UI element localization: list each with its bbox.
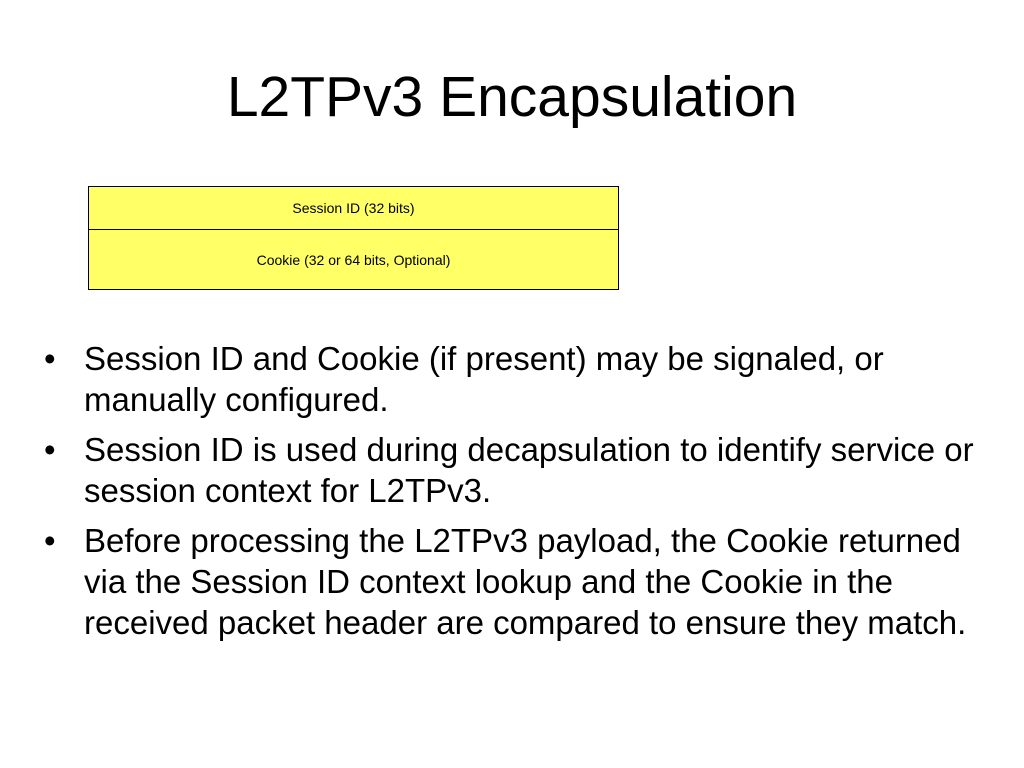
- bullet-list: [44, 338, 984, 652]
- bullet-item: [44, 429, 984, 511]
- slide-title: L2TPv3 Encapsulation: [226, 65, 798, 129]
- bullet-text: Session ID is used during decapsulation to identify service or session context for L2TPv3.: [84, 431, 974, 509]
- l2tpv3-header-diagram: [88, 186, 619, 290]
- bullet-icon: •: [44, 340, 56, 377]
- bullet-text: Before processing the L2TPv3 payload, the Cookie returned via the Session ID context lookup and the Cookie in the received packet header are compared to ensure they match.: [84, 522, 967, 641]
- session-id-field: Session ID (32 bits): [89, 187, 618, 230]
- bullet-icon: •: [44, 431, 56, 468]
- bullet-item: [44, 520, 984, 643]
- bullet-text: Session ID and Cookie (if present) may be signaled, or manually configured.: [84, 340, 884, 418]
- cookie-field: Cookie (32 or 64 bits, Optional): [256, 251, 451, 268]
- bullet-item: [44, 338, 984, 420]
- bullet-icon: •: [44, 522, 56, 559]
